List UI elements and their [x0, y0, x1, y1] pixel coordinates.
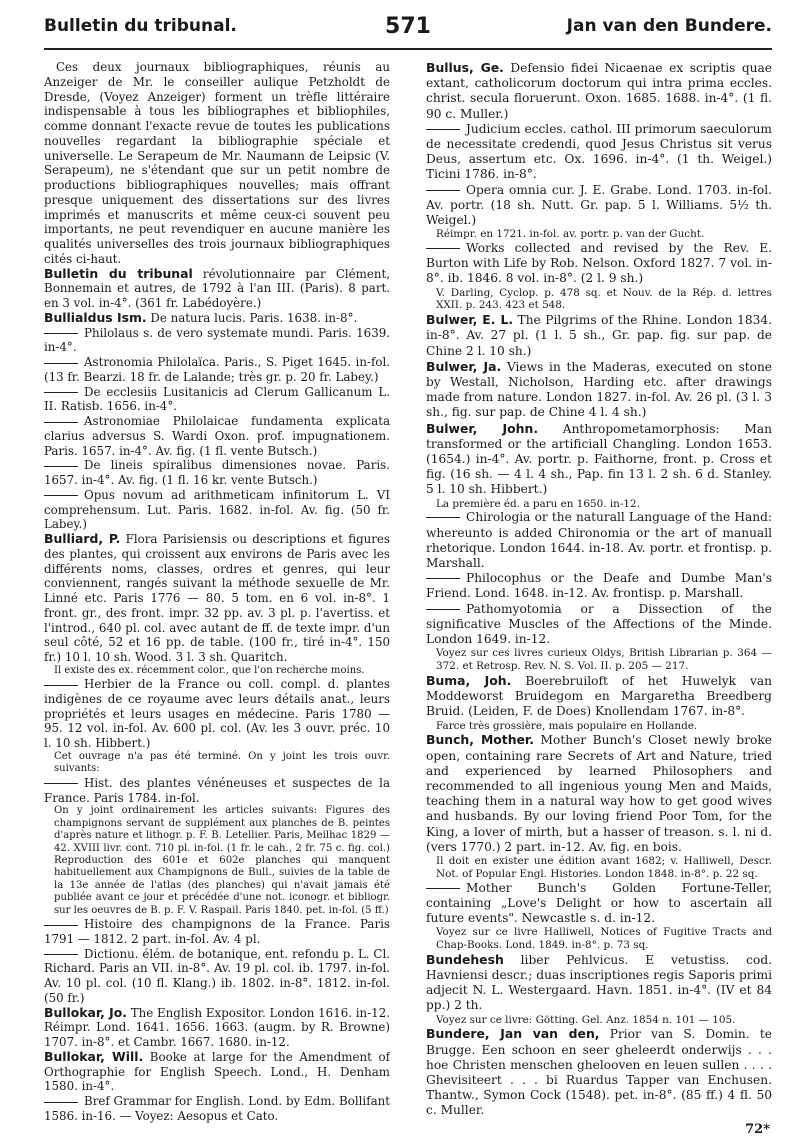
entry-text: Defensio fidei Nicaenae ex scriptis quae extant, catholicorum doctorum qui intra prima eccles. christ. secula floruerunt. Oxon. 1685. 1688. in-4°. (1 fl. 90 c. Muller.) [426, 61, 772, 121]
entry-headword: Bulwer, Ja. [426, 358, 502, 374]
entry-text: Histoire des champignons de la France. Paris 1791 — 1812. 2 part. in-fol. Av. 4 pl. [44, 917, 390, 946]
sub-entry [426, 183, 772, 229]
ditto-dash [44, 1102, 78, 1103]
footnote-text: On y joint ordinairement les articles suivants: Figures des champignons servant de supplément aux planches de B. peintes d'après nature et lithogr. p. F. B. Letellier. Paris, Meilhac 1829 — 42. XVIII livr. cont. 710 pl. in-fol. (1 fr. le cah., 2 fr. 75 c. fig. col.) Reproduction des 601e et 602e planches qui manquent habituellement aux Champignons de Bull., suivies de la table de la 13e année de l'atlas (des planches) qui n'avait jamais été publiée avant ce jour et précédée d'une not. iconogr. et bibliogr. sur les oeuvres de B. p. F. V. Raspail. Paris 1840. pet. in-fol. (5 ff.) [54, 805, 390, 916]
footnote-text: Réimpr. en 1721. in-fol. av. portr. p. van der Gucht. [436, 228, 705, 241]
footnote [436, 498, 772, 511]
entry-text: Works collected and revised by the Rev. E. Burton with Life by Rob. Nelson. Oxford 1827. 7 vol. in-8°. ib. 1846. 8 vol. in-8°. (2 l. 9 sh.) [426, 241, 772, 286]
footnote-text: Voyez sur ce livre: Götting. Gel. Anz. 1854 n. 101 — 105. [436, 1013, 736, 1026]
footnote [436, 228, 772, 241]
entry-text: Dictionu. élém. de botanique, ent. refondu p. L. Cl. Richard. Paris an VII. in-8°. Av. 19 pl. col. ib. 1797. in-fol. Av. 10 pl. col. (10 fl. Klang.) ib. 1802. in-8°. 1812. in-fol. (50 fr.) [44, 946, 390, 1005]
entry-text: Mother Bunch's Closet newly broke open, containing rare Secrets of Art and Nature, tried and experienced by learned Philosophers and recommended to all ingenious young Men and Maids, teaching them in a natural way how to get good wives and husbands. By our loving friend Poor Tom, for the King, a lover of mirth, but a hasser of treason. s. l. ni d. (vers 1770.) 2 part. in-12. Av. fig. en bois. [426, 733, 772, 854]
left-column [44, 60, 390, 1126]
entry-text: Pathomyotomia or a Dissection of the significative Muscles of the Affections of the Minde. London 1649. in-12. [426, 601, 772, 647]
ditto-dash [426, 248, 460, 249]
sub-entry [44, 488, 390, 532]
catalog-entry [44, 311, 390, 326]
sub-entry [44, 947, 390, 1006]
catalog-entry [426, 952, 772, 1014]
footnote-text: Voyez sur ces livres curieux Oldys, British Librarian p. 364 — 372. et Retrosp. Rev. N. S. Vol. II. p. 205 — 217. [436, 647, 772, 673]
ditto-dash [44, 954, 78, 955]
sub-entry [426, 122, 772, 183]
paragraph-text: Ces deux journaux bibliographiques, réunis au Anzeiger de Mr. le conseiller aulique Petzholdt de Dresde, (Voyez Anzeiger) forment un trèfle littéraire indispensable à tous les bibliographes et bibliophiles, comme donnant l'exacte revue de toutes les publications nouvelles regardant la bibliographie spéciale et universelle. Le Serapeum de Mr. Naumann de Leipsic (V. Serapeum), ne s'étendant que sur un petit nombre de productions bibliographiques nouvelles; mais offrant presque uniquement des dissertations sur des livres imprimés et manuscrits et même ceux-ci souvent peu importants, ne peut revendiquer en aucune manière les qualités universelles des trois journaux bibliographiques cités ci-haut. [44, 60, 390, 266]
entry-text: Views in the Maderas, executed on stone by Westall, Nicholson, Harding etc. after drawings made from nature. London 1827. in-fol. Av. 26 pl. (3 l. 3 sh., fig. sur pap. de Chine 4 l. 4 sh.) [426, 359, 772, 420]
entry-headword: Bullialdus Ism. [44, 309, 147, 325]
entry-text: Bref Grammar for English. Lond. by Edm. Bollifant 1586. in-16. — Voyez: Aesopus et Cato. [44, 1094, 390, 1123]
entry-text: Herbier de la France ou coll. compl. d. plantes indigènes de ce royaume avec leurs détails anat., leurs propriétés et leurs usages en médecine. Paris 1780 — 95. 12 vol. in-fol. Av. 600 pl. col. (Av. les 3 ouvr. préc. 10 l. 10 sh. Hibbert.) [44, 677, 390, 751]
entry-headword: Bullus, Ge. [426, 60, 504, 75]
entry-headword: Bulletin du tribunal [44, 265, 193, 281]
signature-mark: 72* [745, 1122, 770, 1137]
ditto-dash [44, 925, 78, 926]
entry-text: Flora Parisiensis ou descriptions et figures des plantes, qui croissent aux environs de Paris avec les différents noms, classes, ordres et genres, qui leur conviennent, rangés suivant la méthode sexuelle de Mr. Linné etc. Paris 1776 — 80. 5 tom. en 6 vol. in-8°. 1 front. gr., des front. impr. 32 pp. av. 3 pl. p. l'avertiss. et l'introd., 640 pl. col. avec autant de ff. de texte impr. d'un seul côté, 52 et 16 pp. de table. (100 fr., tiré in-4°. 150 fr.) 10 l. 10 sh. Wood. 3 l. 3 sh. Quaritch. [44, 532, 390, 664]
ditto-dash [426, 609, 460, 610]
entry-headword: Bulliard, P. [44, 531, 121, 546]
entry-text: De ecclesiis Lusitanicis ad Clerum Gallicanum L. II. Ratisb. 1656. in-4°. [44, 384, 390, 414]
catalog-entry [426, 1026, 772, 1118]
entry-text: liber Pehlvicus. E vetustiss. cod. Havniensi descr.; duas inscriptiones regis Saporis primi adjecit N. L. Westergaard. Havn. 1851. in-4°. (IV et 84 pp.) 2 th. [426, 952, 772, 1013]
entry-headword: Bulwer, E. L. [426, 312, 514, 328]
ditto-dash [44, 333, 78, 334]
footnote [436, 647, 772, 673]
catalog-entry [426, 60, 772, 122]
entry-text: Hist. des plantes vénéneuses et suspectes de la France. Paris 1784. in-fol. [44, 775, 390, 805]
sub-entry [426, 241, 772, 287]
right-column [426, 60, 772, 1126]
sub-entry [44, 776, 390, 806]
entry-text: Opera omnia cur. J. E. Grabe. Lond. 1703. in-fol. Av. portr. (18 sh. Nutt. Gr. pap. 5 l. Williams. 5½ th. Weigel.) [426, 182, 772, 228]
ditto-dash [426, 578, 460, 579]
entry-headword: Buma, Joh. [426, 672, 512, 688]
ditto-dash [426, 190, 460, 191]
ditto-dash [426, 888, 460, 889]
footnote [436, 1014, 772, 1027]
intro-paragraph [44, 60, 390, 267]
running-head-right: Jan van den Bundere. [566, 16, 772, 36]
footnote-text: V. Darling, Cyclop. p. 478 sq. et Nouv. de la Rép. d. lettres XXII. p. 243. 423 et 548. [436, 286, 772, 312]
entry-text: Astronomiae Philolaicae fundamenta explicata clarius adversus S. Wardi Oxon. prof. impugnationem. Paris. 1657. in-4°. Av. fig. (1 fl. vente Butsch.) [44, 414, 390, 458]
ditto-dash [44, 392, 78, 393]
running-head-left: Bulletin du tribunal. [44, 16, 237, 36]
sub-entry [44, 677, 390, 751]
entry-text: Chirologia or the naturall Language of the Hand: whereunto is added Chironomia or the art of manuall rhetorique. London 1644. in-18. Av. portr. et frontisp. p. Marshall. [426, 510, 772, 571]
entry-text: The English Expositor. London 1616. in-12. Réimpr. Lond. 1641. 1656. 1663. (augm. by R. Browne) 1707. in-8°. et Cambr. 1667. 1680. in-12. [44, 1005, 390, 1050]
entry-text: Philolaus s. de vero systemate mundi. Paris. 1639. in-4°. [44, 325, 390, 355]
entry-text: Boerebruiloft of het Huwelyk van Moddeworst Bruidegom en Margaretha Breedberg Bruid. (Leiden, F. de Does) Knollendam 1767. in-8°. [426, 673, 772, 719]
entry-headword: Bundere, Jan van den, [426, 1026, 600, 1042]
sub-entry [44, 355, 390, 385]
sub-entry [44, 385, 390, 415]
footnote-text: La première éd. a paru en 1650. in-12. [436, 497, 640, 510]
sub-entry [44, 326, 390, 356]
entry-text: Philocophus or the Deafe and Dumbe Man's Friend. Lond. 1648. in-12. Av. frontisp. p. Marshall. [426, 571, 772, 601]
footnote [436, 855, 772, 881]
ditto-dash [44, 495, 78, 496]
catalog-entry [426, 673, 772, 720]
footnote [436, 720, 772, 733]
footnote [436, 926, 772, 952]
entry-text: révolutionnaire par Clément, Bonnemain et autres, de 1792 à l'an III. (Paris). 8 part. en 3 vol. in-4°. (361 fr. Labédoyère.) [44, 266, 390, 310]
entry-headword: Bunch, Mother. [426, 732, 534, 748]
entry-headword: Bundehesh [426, 951, 504, 967]
footnote-text: Farce très grossière, mais populaire en Hollande. [436, 719, 698, 732]
entry-text: The Pilgrims of the Rhine. London 1834. in-8°. Av. 27 pl. (1 l. 5 sh., Gr. pap. fig. sur pap. de Chine 2 l. 10 sh.) [426, 313, 772, 358]
footnote [436, 287, 772, 313]
ditto-dash [44, 685, 78, 686]
catalog-entry [426, 359, 772, 421]
sub-entry [44, 414, 390, 458]
entry-text: Opus novum ad arithmeticam infinitorum L. VI comprehensum. Lut. Paris. 1682. in-fol. Av. fig. (50 fr. Labey.) [44, 487, 390, 532]
entry-text: Booke at large for the Amendment of Orthographie for English Speech. Lond., H. Denham 1580. in-4°. [44, 1049, 390, 1094]
entry-text: De natura lucis. Paris. 1638. in-8°. [146, 310, 358, 325]
footnote-text: Cet ouvrage n'a pas été terminé. On y joint les trois ouvr. suivants: [54, 750, 390, 775]
catalog-entry [44, 1006, 390, 1050]
entry-text: Astronomia Philolaïca. Paris., S. Piget 1645. in-fol. (13 fr. Bearzi. 18 fr. de Lalande; très gr. p. 20 fr. Labey.) [44, 355, 390, 384]
footnote [54, 751, 390, 776]
catalog-entry [426, 312, 772, 359]
sub-entry [426, 510, 772, 571]
ditto-dash [426, 517, 460, 518]
entry-text: Anthropometamorphosis: Man transformed or the artificiall Changling. London 1653. (1654.) in-4°. Av. portr. p. Faithorne, front. p. Cross et fig. (16 sh. — 4 l. 4 sh., Pap. fin 13 l. 2 sh. 6 d. Stanley. 5 l. 10 sh. Hibbert.) [426, 421, 772, 497]
catalog-entry [426, 421, 772, 498]
footnote [54, 665, 390, 677]
footnote-text: Voyez sur ce livre Halliwell, Notices of Fugitive Tracts and Chap-Books. Lond. 1849. in-8°. p. 73 sq. [436, 926, 772, 951]
footnote-text: Il doit en exister une édition avant 1682; v. Halliwell, Descr. Not. of Popular Engl. Histories. London 1848. in-8°. p. 22 sq. [436, 854, 772, 880]
catalog-entry [44, 1050, 390, 1094]
catalog-entry [44, 532, 390, 665]
page-number: 571 [385, 14, 431, 39]
sub-entry [44, 1094, 390, 1124]
entry-headword: Bulwer, John. [426, 420, 539, 436]
entry-text: Judicium eccles. cathol. III primorum saeculorum de necessitate credendi, quod Jesus Christus sit verus Deus, assertum etc. Ox. 1696. in-4°. (1 th. Weigel.) Ticini 1786. in-8°. [426, 121, 772, 182]
ditto-dash [44, 783, 78, 784]
entry-text: Prior van S. Domin. te Brugge. Een schoon en seer gheleerdt onderwijs . . . hoe Christen menschen ghelooven en leuen sullen . . . . Ghevisiteert . . . bi Ruardus Tapper van Enchusen. Thantw., Symon Cock (1548). pet. in-8°. (85 ff.) 4 fl. 50 c. Muller. [426, 1027, 772, 1118]
ditto-dash [44, 466, 78, 467]
ditto-dash [44, 363, 78, 364]
ditto-dash [426, 129, 460, 130]
entry-text: De lineis spiralibus dimensiones novae. Paris. 1657. in-4°. Av. fig. (1 fl. 16 kr. vente Butsch.) [44, 458, 390, 487]
sub-entry [44, 458, 390, 488]
sub-entry [426, 881, 772, 927]
sub-entry [44, 917, 390, 947]
entry-text: Mother Bunch's Golden Fortune-Teller, containing „Love's Delight or how to ascertain all future events". Newcastle s. d. in-12. [426, 880, 772, 925]
footnote-text: Il existe des ex. récemment color., que l'on recherche moins. [54, 664, 365, 676]
entry-headword: Bullokar, Jo. [44, 1004, 128, 1020]
catalog-entry [426, 732, 772, 855]
catalog-entry [44, 267, 390, 311]
sub-entry [426, 571, 772, 601]
entry-headword: Bullokar, Will. [44, 1048, 144, 1064]
running-head [44, 14, 772, 50]
footnote [54, 805, 390, 917]
sub-entry [426, 602, 772, 648]
ditto-dash [44, 422, 78, 423]
